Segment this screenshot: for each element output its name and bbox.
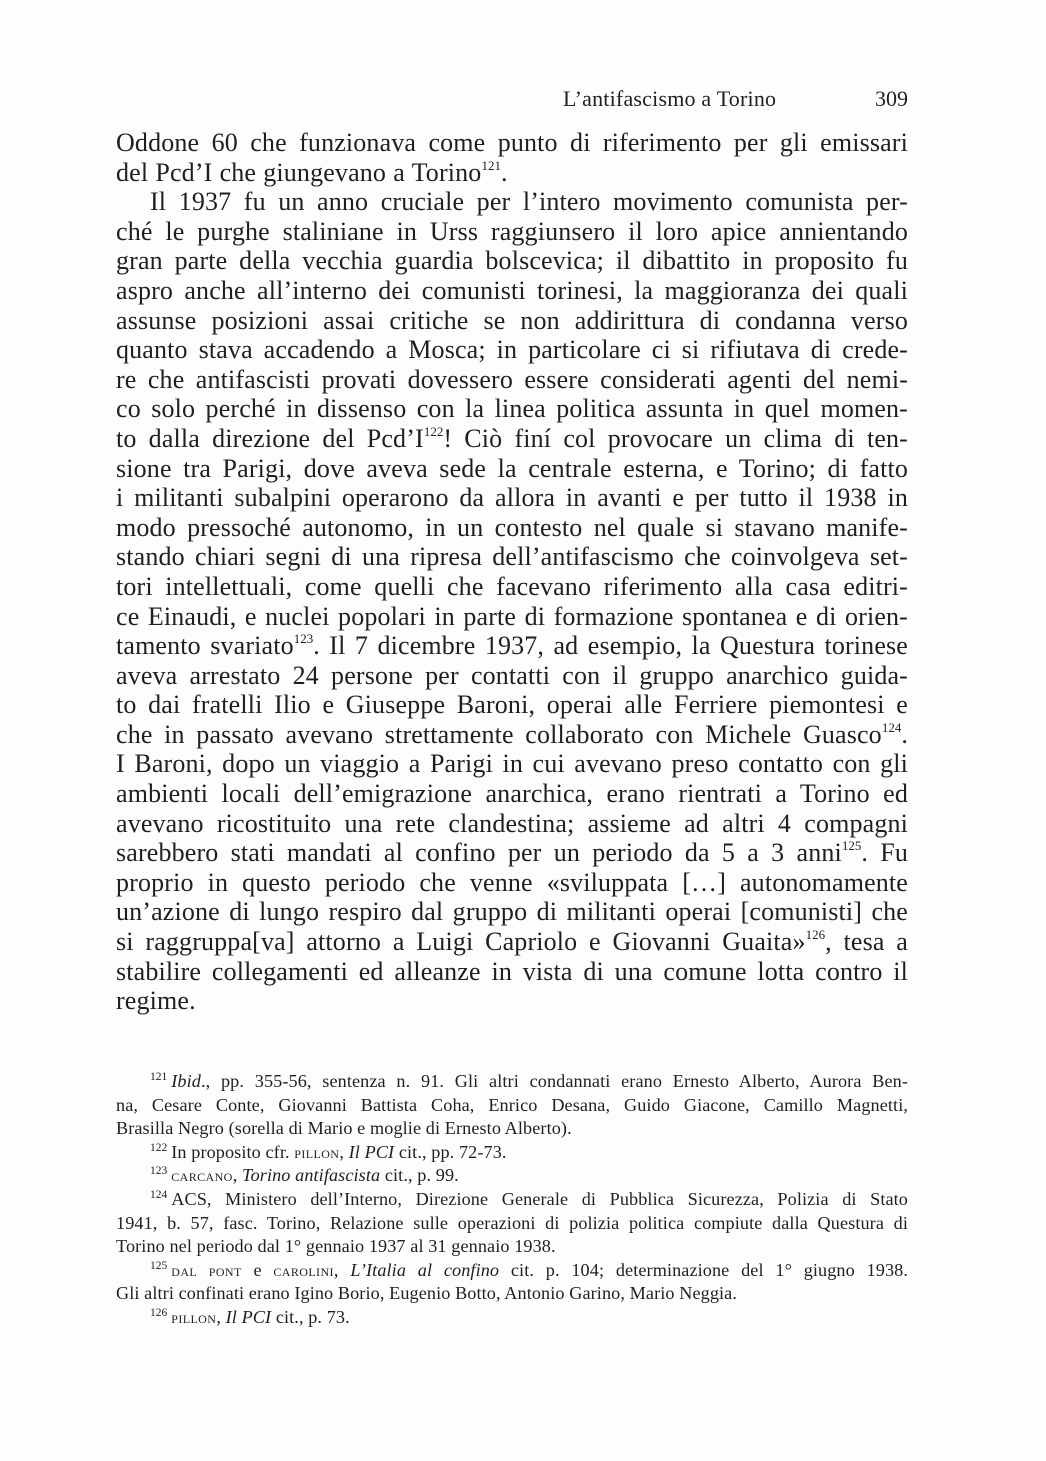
body-text [116, 128, 908, 1016]
footnote-reference[interactable]: 123 [293, 631, 314, 647]
page-number: 309 [875, 86, 908, 111]
body-text-run: aveva arrestato 24 persone per contatti con il gruppo anarchico guida- [116, 660, 908, 690]
body-line [116, 454, 908, 484]
body-text-run: assunse posizioni assai critiche se non addirittura di condanna verso [116, 305, 908, 335]
body-text-run: to dalla direzione del Pcd’I [116, 423, 424, 453]
body-line [116, 365, 908, 395]
body-line [116, 690, 908, 720]
body-line [116, 897, 908, 927]
cited-title: Il PCI [348, 1141, 395, 1162]
footnote-number: 123 [150, 1165, 168, 1178]
body-text-run: tori intellettuali, come quelli che facevano riferimento alla casa editri- [116, 571, 908, 601]
body-line [116, 720, 908, 750]
footnote-reference[interactable]: 122 [423, 423, 444, 439]
body-line [116, 542, 908, 572]
author-name: pillon [171, 1307, 217, 1327]
body-line [116, 306, 908, 336]
body-text-run: tamento svariato [116, 631, 294, 661]
body-line [116, 394, 908, 424]
footnote-number: 122 [150, 1141, 168, 1154]
footnote-126: $^{126}$ pillon, Il PCI cit., p. 73. [150, 1306, 350, 1327]
body-text-run: che in passato avevano strettamente collaborato con Michele Guasco [116, 719, 882, 749]
body-line [116, 424, 908, 454]
footnote-125: $^{125}$ dal pont e carolini, L’Italia al confino cit. p. 104; determinazione del 1° giugno 1938. [150, 1259, 908, 1280]
footnote-123: $^{123}$ carcano, Torino antifascista cit., p. 99. [150, 1165, 459, 1186]
footnote-121-line: Brasilla Negro (sorella di Mario e moglie di Ernesto Alberto). [116, 1118, 572, 1139]
footnote-reference[interactable]: 121 [481, 157, 501, 173]
body-line [116, 838, 908, 868]
body-text-run: un’azione di lungo respiro dal gruppo di militanti operai [comunisti] che [116, 897, 908, 927]
body-text-run: Oddone 60 che funzionava come punto di riferimento per gli emissari [116, 128, 908, 157]
footnote-reference[interactable]: 126 [805, 927, 826, 943]
footnote-number: 126 [150, 1306, 168, 1319]
author-name: carolini [273, 1260, 334, 1280]
body-text-run: . [901, 719, 908, 749]
body-line [116, 128, 908, 158]
body-text-run: . Fu [861, 838, 909, 868]
body-text-run: Il 1937 fu un anno cruciale per l’intero movimento comunista per- [150, 187, 908, 217]
body-text-run: I Baroni, dopo un viaggio a Parigi in cui avevano preso contatto con gli [116, 749, 908, 779]
body-line [116, 631, 908, 661]
author-name: dal pont [171, 1260, 242, 1280]
cited-title: Il PCI [225, 1306, 272, 1327]
footnote-number: 125 [150, 1259, 168, 1272]
body-text-run: i militanti subalpini operarono da allora in avanti e per tutto il 1938 in [116, 483, 908, 513]
footnote-124: $^{124}$ ACS, Ministero dell’Interno, Direzione Generale di Pubblica Sicurezza, Polizia di Stato [150, 1188, 908, 1209]
body-text-run: , tesa a [825, 927, 908, 957]
body-line [116, 957, 908, 987]
body-text-run: sarebbero stati mandati al confino per un periodo da 5 a 3 anni [116, 838, 842, 868]
body-line [116, 276, 908, 306]
body-text-run: avevano ricostituito una rete clandestina; assieme ad altri 4 compagni [116, 808, 908, 838]
body-line [116, 483, 908, 513]
body-text-run: stando chiari segni di una ripresa dell’antifascismo che coinvolgeva set- [116, 542, 908, 572]
footnote-reference[interactable]: 125 [841, 838, 862, 854]
body-text-run: . [500, 157, 508, 187]
footnote-122: $^{122}$ In proposito cfr. pillon, Il PCI cit., pp. 72-73. [150, 1141, 507, 1162]
body-text-run: proprio in questo periodo che venne «sviluppata […] autonomamente [116, 867, 908, 897]
body-line [116, 927, 908, 957]
body-text-run: stabilire collegamenti ed alleanze in vista di una comune lotta contro il [116, 956, 908, 986]
body-text-run: sione tra Parigi, dove aveva sede la centrale esterna, e Torino; di fatto [116, 453, 908, 483]
author-name: pillon [294, 1142, 340, 1162]
footnote-125-line: Gli altri confinati erano Igino Borio, Eugenio Botto, Antonio Garino, Mario Neggia. [116, 1283, 737, 1304]
body-line [116, 809, 908, 839]
body-line [116, 513, 908, 543]
body-text-run: co solo perché in dissenso con la linea politica assunta in quel momen- [116, 394, 908, 424]
body-text-run: aspro anche all’interno dei comunisti torinesi, la maggioranza dei quali [116, 275, 908, 305]
footnote-124-line: 1941, b. 57, fasc. Torino, Relazione sulle operazioni di polizia politica compiute dalla Questura di [116, 1212, 908, 1233]
running-title: L’antifascismo a Torino [563, 86, 777, 111]
footnote-124-line: Torino nel periodo dal 1° gennaio 1937 al 31 gennaio 1938. [116, 1236, 556, 1257]
body-text-run: ! Ciò finí col provocare un clima di ten- [443, 423, 908, 453]
body-text-run: ce Einaudi, e nuclei popolari in parte di formazione spontanea e di orien- [116, 601, 908, 631]
body-text-run: quanto stava accadendo a Mosca; in particolare ci si rifiutava di crede- [116, 335, 908, 365]
cited-title: L’Italia al confino [350, 1259, 500, 1280]
body-line [116, 158, 908, 188]
footnote-number: 124 [150, 1188, 168, 1201]
body-text-run: modo pressoché autonomo, in un contesto nel quale si stavano manife- [116, 512, 908, 542]
body-line [116, 246, 908, 276]
body-line [116, 986, 908, 1016]
cited-title: Torino antifascista [242, 1165, 381, 1186]
body-line [116, 868, 908, 898]
body-text-run: del Pcd’I che giungevano a Torino [116, 157, 482, 187]
body-text-run: . Il 7 dicembre 1937, ad esempio, la Questura torinese [313, 631, 908, 661]
body-text-run: re che antifascisti provati dovessero essere considerati agenti del nemi- [116, 364, 908, 394]
body-line [116, 602, 908, 632]
body-text-run: si raggruppa[va] attorno a Luigi Capriolo e Giovanni Guaita» [116, 927, 806, 957]
body-line [116, 187, 908, 217]
footnote-number: 121 [150, 1071, 168, 1083]
body-line [116, 217, 908, 247]
author-name: carcano [171, 1166, 233, 1186]
body-text-run: ché le purghe staliniane in Urss raggiunsero il loro apice annientando [116, 216, 908, 246]
body-line [116, 335, 908, 365]
footnote-reference[interactable]: 124 [881, 719, 902, 735]
body-text-run: regime. [116, 986, 196, 1016]
body-text-run: ambienti locali dell’emigrazione anarchica, erano rientrati a Torino ed [116, 779, 908, 809]
body-text-run: to dai fratelli Ilio e Giuseppe Baroni, operai alle Ferriere piemontesi e [116, 690, 908, 720]
footnotes [116, 1070, 908, 1330]
footnote-121: $^{121}$ Ibid., pp. 355-56, sentenza n. 91. Gli altri condannati erano Ernesto Alberto, Aurora Ben- [150, 1071, 908, 1091]
body-line [116, 661, 908, 691]
body-text-run: gran parte della vecchia guardia bolscevica; il dibattito in proposito fu [116, 246, 908, 276]
footnote-121-line: na, Cesare Conte, Giovanni Battista Coha, Enrico Desana, Guido Giacone, Camillo Magnetti, [116, 1094, 908, 1115]
body-line [116, 779, 908, 809]
body-line [116, 572, 908, 602]
body-line [116, 749, 908, 779]
